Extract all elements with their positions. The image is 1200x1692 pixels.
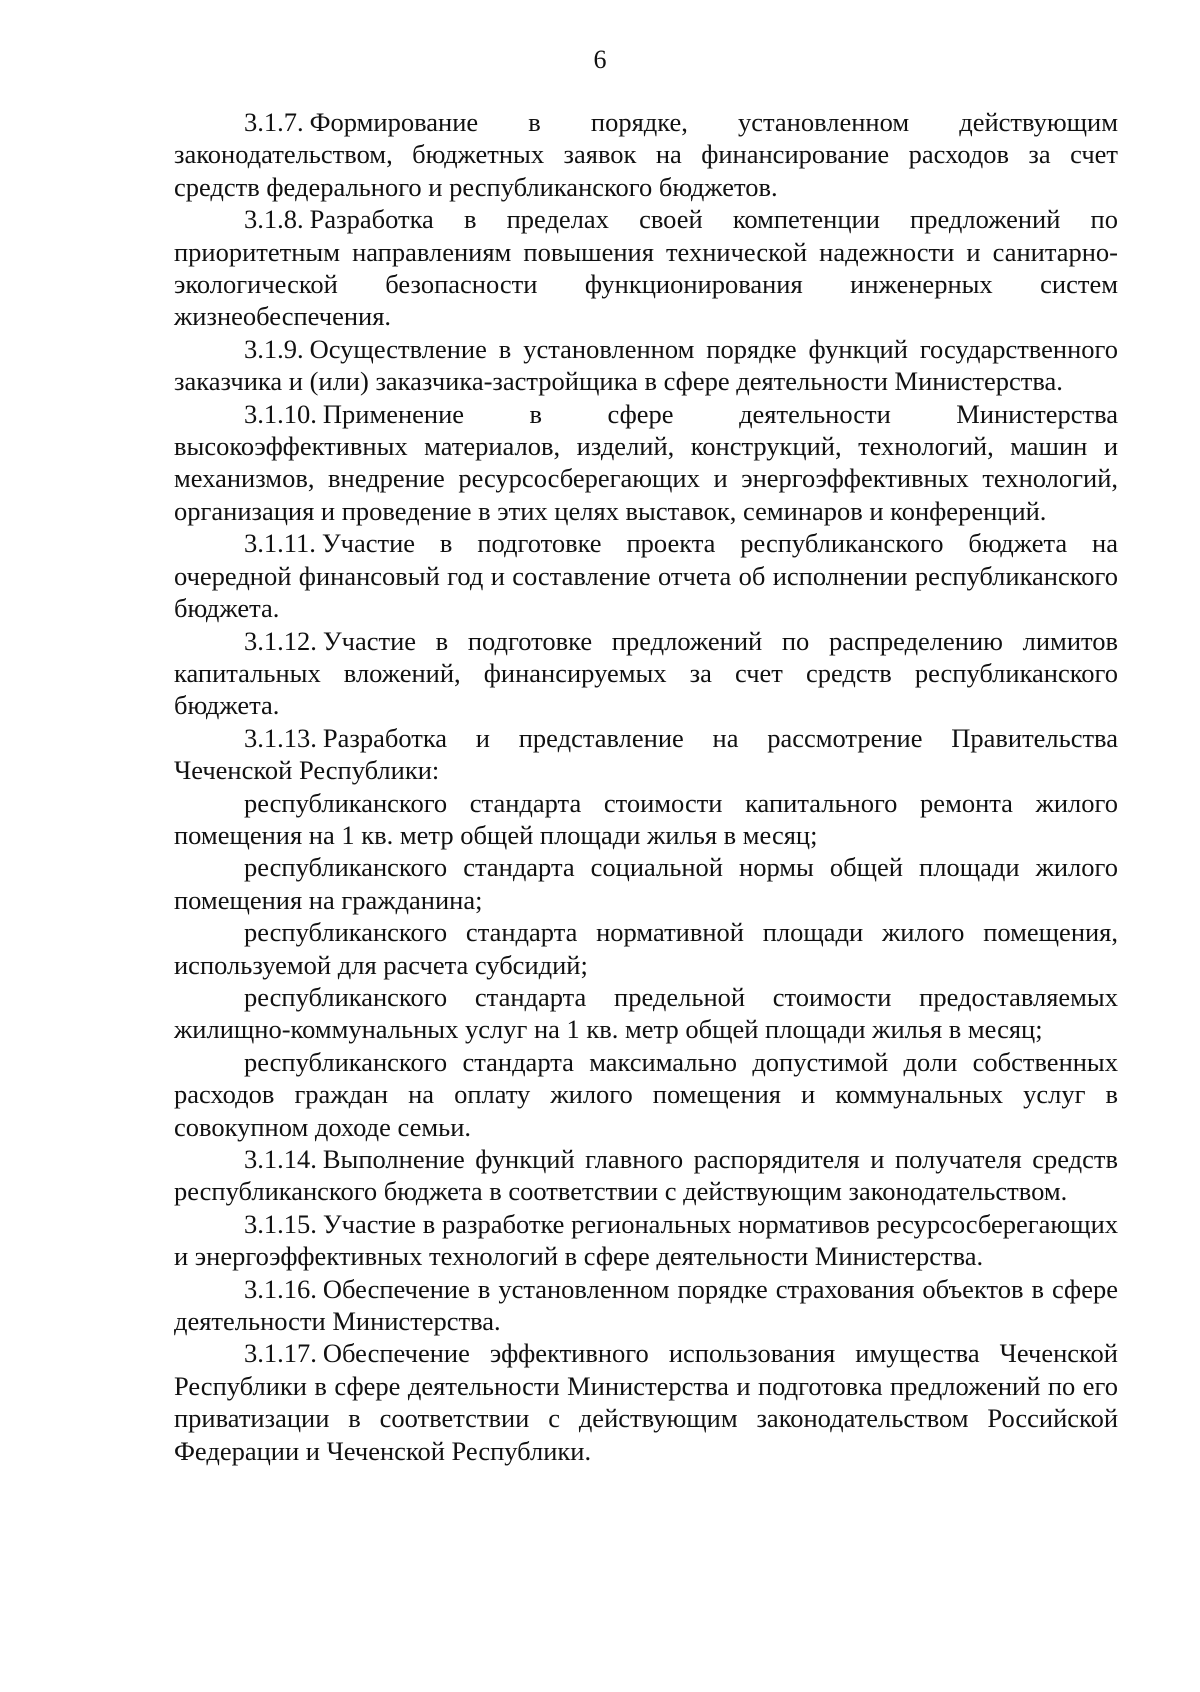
paragraph-3-1-13: [174, 722, 1118, 787]
paragraph-3-1-17: [174, 1337, 1118, 1467]
paragraph-3-1-15: [174, 1208, 1118, 1273]
paragraph-number: 3.1.13.: [244, 722, 317, 753]
paragraph-number: 3.1.8.: [244, 204, 304, 235]
page-number: 6: [593, 45, 607, 74]
paragraph-3-1-8: [174, 203, 1118, 333]
paragraph-3-1-10: [174, 398, 1118, 528]
paragraph-text: Обеспечение в установленном порядке страхования объектов в сфере деятельности Министерства.: [174, 1273, 1118, 1337]
list-item-social-norm-standard: [174, 851, 1118, 916]
paragraph-text: республиканского стандарта максимально допустимой доли собственных расходов граждан на оплату жилого помещения и коммунальных услуг в совокупном доходе семьи.: [174, 1046, 1118, 1142]
paragraph-number: 3.1.12.: [244, 625, 317, 656]
paragraph-number: 3.1.7.: [244, 107, 304, 137]
list-item-normative-area-standard: [174, 916, 1118, 981]
paragraph-text: Разработка и представление на рассмотрение Правительства Чеченской Республики:: [174, 722, 1118, 786]
paragraph-number: 3.1.11.: [244, 528, 316, 559]
paragraph-3-1-12: [174, 625, 1118, 722]
paragraph-text: Участие в разработке региональных нормативов ресурсосберегающих и энергоэффективных технологий в сфере деятельности Министерства.: [174, 1208, 1118, 1272]
paragraph-text: республиканского стандарта нормативной площади жилого помещения, используемой для расчета субсидий;: [174, 917, 1118, 980]
paragraph-3-1-9: [174, 333, 1118, 398]
paragraph-text: Участие в подготовке предложений по распределению лимитов капитальных вложений, финансируемых за счет средств республиканского бюджета.: [174, 625, 1118, 721]
paragraph-number: 3.1.10.: [244, 398, 317, 429]
paragraph-number: 3.1.15.: [244, 1208, 317, 1239]
paragraph-number: 3.1.14.: [244, 1144, 317, 1174]
document-body: [174, 106, 1118, 1467]
list-item-repair-cost-standard: [174, 787, 1118, 852]
paragraph-3-1-7: [174, 106, 1118, 203]
paragraph-text: Участие в подготовке проекта республиканского бюджета на очередной финансовый год и составление отчета об исполнении республиканского бюджета.: [174, 528, 1118, 624]
paragraph-text: Применение в сфере деятельности Министерства высокоэффективных материалов, изделий, конструкций, технологий, машин и механизмов, внедрение ресурсосберегающих и энергоэффективных технологий, организация и проведение в этих целях выставок, семинаров и конференций.: [174, 398, 1118, 526]
paragraph-text: Осуществление в установленном порядке функций государственного заказчика и (или) заказчика-застройщика в сфере деятельности Министерства.: [174, 333, 1118, 397]
paragraph-3-1-16: [174, 1273, 1118, 1338]
paragraph-text: республиканского стандарта стоимости капитального ремонта жилого помещения на 1 кв. метр общей площади жилья в месяц;: [174, 787, 1118, 850]
paragraph-number: 3.1.17.: [244, 1338, 317, 1369]
paragraph-number: 3.1.16.: [244, 1273, 317, 1304]
paragraph-3-1-11: [174, 527, 1118, 624]
list-item-expense-share-standard: [174, 1046, 1118, 1143]
paragraph-text: республиканского стандарта предельной стоимости предоставляемых жилищно-коммунальных услуг на 1 кв. метр общей площади жилья в месяц;: [174, 981, 1118, 1045]
list-item-utility-cost-standard: [174, 981, 1118, 1046]
paragraph-3-1-14: [174, 1143, 1118, 1208]
paragraph-text: республиканского стандарта социальной нормы общей площади жилого помещения на гражданина;: [174, 852, 1118, 915]
paragraph-text: Обеспечение эффективного использования имущества Чеченской Республики в сфере деятельности Министерства и подготовка предложений по его приватизации в соответствии с действующим законодательством Российской Федерации и Чеченской Республики.: [174, 1338, 1118, 1466]
paragraph-number: 3.1.9.: [244, 333, 304, 364]
paragraph-text: Разработка в пределах своей компетенции предложений по приоритетным направлениям повышения технической надежности и санитарно-экологической безопасности функционирования инженерных систем жизнеобеспечения.: [174, 204, 1118, 332]
paragraph-text: Формирование в порядке, установленном действующим законодательством, бюджетных заявок на финансирование расходов за счет средств федерального и республиканского бюджетов.: [174, 107, 1118, 202]
paragraph-text: Выполнение функций главного распорядителя и получателя средств республиканского бюджета в соответствии с действующим законодательством.: [174, 1144, 1118, 1207]
